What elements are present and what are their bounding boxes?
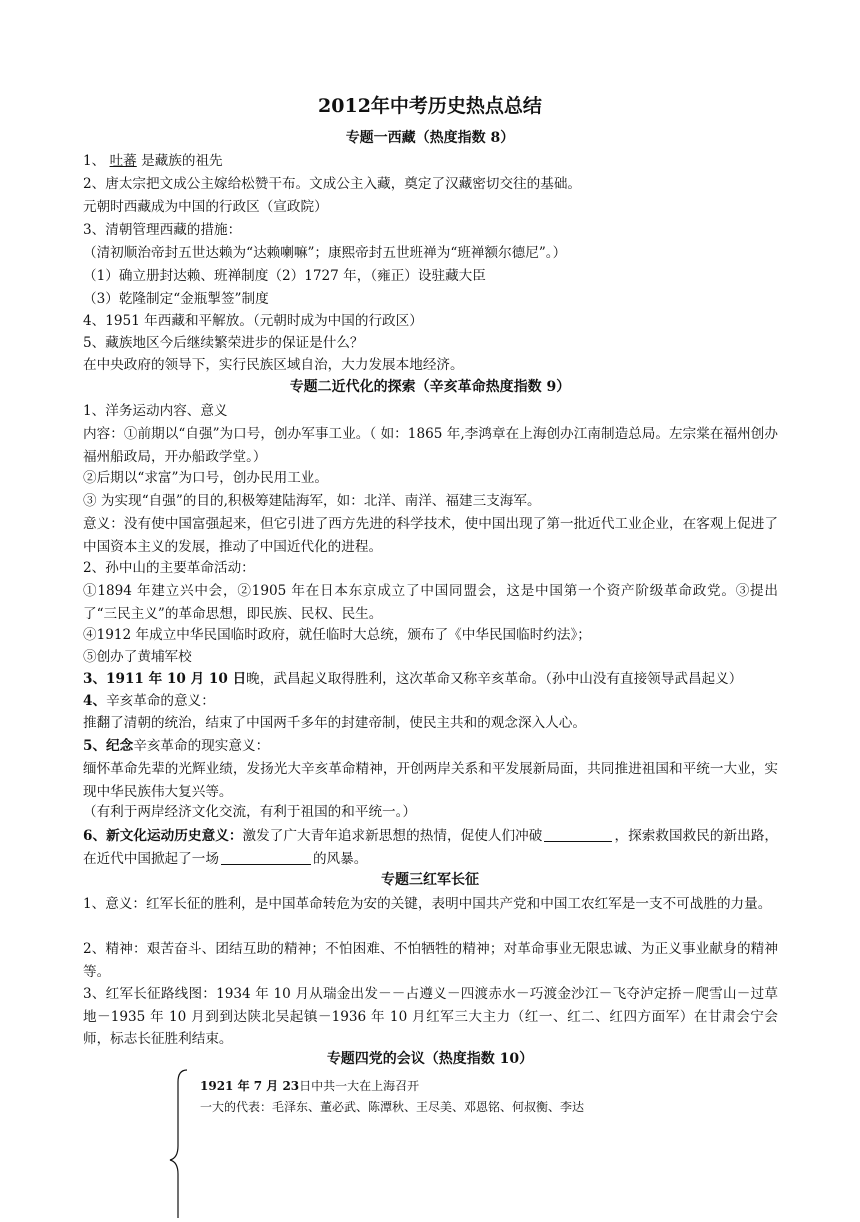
topic1-line8: 4、1951 年西藏和平解放。（元朝时成为中国的行政区） xyxy=(83,313,423,329)
topic2-line9: 推翻了清朝的统治，结束了中国两千多年的封建帝制，使民主共和的观念深入人心。 xyxy=(83,715,586,731)
topic1-line7: （3）乾隆制定“金瓶掣签”制度 xyxy=(83,291,269,307)
topic2-line10 xyxy=(83,736,778,757)
topic3-para1: 1、意义：红军长征的胜利，是中国革命转危为安的关键，表明中国共产党和中国工农红军是一支不可战胜的力量。 xyxy=(83,896,772,912)
topic2-line10-lead: 5、纪念 xyxy=(83,738,134,754)
topic1-line3: 元朝时西藏成为中国的行政区（宣政院） xyxy=(83,199,328,215)
topic4-sub1-rest: 日中共一大在上海召开 xyxy=(299,1079,420,1093)
brace-icon-svg xyxy=(165,1068,195,1218)
topic1-line1 xyxy=(83,151,778,172)
topic2-heading: 专题二近代化的探索（辛亥革命热度指数 9） xyxy=(289,379,571,395)
topic3-para2: 2、精神：艰苦奋斗、团结互助的精神；不怕困难、不怕牺牲的精神；对革命事业无限忠诚、为正义事业献身的精神等。 xyxy=(83,941,778,980)
fill-blank-1 xyxy=(544,827,612,842)
topic1-line10: 在中央政府的领导下，实行民族区域自治，大力发展本地经济。 xyxy=(83,357,464,373)
topic2-para1: 内容：①前期以“自强”为口号，创办军事工业。（ 如：1865 年,李鸿章在上海创办江南制造总局。左宗棠在福州创办福州船政局，开办船政学堂。） xyxy=(83,426,778,465)
topic4-sub1 xyxy=(200,1077,419,1095)
topic2-para5-b: ，探索救国救民的新出路，在近代中国掀起了一场 xyxy=(83,828,779,867)
topic2-line7 xyxy=(83,669,778,690)
topic2-para2: 意义：没有使中国富强起来，但它引进了西方先进的科学技术，使中国出现了第一批近代工业企业，在客观上促进了中国资本主义的发展，推动了中国近代化的进程。 xyxy=(83,516,778,555)
topic4-sub2: 一大的代表：毛泽东、董必武、陈潭秋、王尽美、邓恩铭、何叔衡、李达 xyxy=(200,1100,585,1114)
topic2-line2: ②后期以“求富”为口号，创办民用工业。 xyxy=(83,470,328,486)
topic2-line10-rest: 辛亥革命的现实意义： xyxy=(133,738,270,754)
topic2-line7-date: 3、1911 年 10 月 10 日 xyxy=(83,671,247,687)
topic2-line5: ④1912 年成立中华民国临时政府，就任临时大总统，颁布了《中华民国临时约法》； xyxy=(83,627,591,643)
fill-blank-2 xyxy=(221,850,311,865)
topic3-heading: 专题三红军长征 xyxy=(381,872,479,888)
topic2-line8-rest: 辛亥革命的意义： xyxy=(106,693,215,709)
topic3-para3: 3、红军长征路线图：1934 年 10 月从瑞金出发－－占遵义－四渡赤水－巧渡金沙江－飞夺泸定挢－爬雪山－过草地－1935 年 10 月到到达陕北吴起镇－1936 年 10 月红军三大主力（红一、红二、红四方面军）在甘肃会宁会师，标志长征胜利结束。 xyxy=(83,986,778,1047)
topic1-heading: 专题一西藏（热度指数 8） xyxy=(345,130,515,146)
topic2-para5-a: 激发了广大青年追求新思想的热情，促使人们冲破 xyxy=(242,828,543,844)
topic1-line1-rest: 是藏族的祖先 xyxy=(141,153,223,169)
topic2-line3: ③ 为实现“自强”的目的,积极筹建陆海军，如：北洋、南洋、福建三支海军。 xyxy=(83,493,541,509)
topic2-line11: （有利于两岸经济文化交流，有利于祖国的和平统一。） xyxy=(83,804,417,820)
topic4-sub1-date: 1921 年 7 月 23 xyxy=(200,1079,300,1093)
topic1-line9: 5、藏族地区今后继续繁荣进步的保证是什么？ xyxy=(83,335,364,351)
topic4-heading: 专题四党的会议（热度指数 10） xyxy=(326,1051,534,1067)
document-title: 2012年中考历史热点总结 xyxy=(318,95,542,117)
topic2-para5-lead: 6、新文化运动历史意义： xyxy=(83,828,243,844)
topic2-para5-c: 的风暴。 xyxy=(312,850,368,867)
topic2-para4: 缅怀革命先辈的光辉业绩，发扬光大辛亥革命精神，开创两岸关系和平发展新局面，共同推进祖国和平统一大业，实现中华民族伟大复兴等。 xyxy=(83,761,778,800)
brace-icon xyxy=(165,1068,195,1218)
topic2-line8 xyxy=(83,691,778,712)
topic1-line4: 3、清朝管理西藏的措施： xyxy=(83,222,242,238)
topic1-line1-num: 1、 xyxy=(83,153,106,169)
topic2-para5 xyxy=(83,825,778,870)
topic1-line6: （1）确立册封达赖、班禅制度（2）1727 年，（雍正）设驻藏大臣 xyxy=(83,268,486,284)
topic1-line2: 2、唐太宗把文成公主嫁给松赞干布。文成公主入藏，奠定了汉藏密切交往的基础。 xyxy=(83,176,582,192)
topic2-para3: ①1894 年建立兴中会，②1905 年在日本东京成立了中国同盟会，这是中国第一个资产阶级革命政党。③提出了“三民主义”的革命思想，即民族、民权、民生。 xyxy=(83,583,778,622)
topic1-line1-fill: 吐蕃 xyxy=(109,153,137,169)
topic2-line1: 1、洋务运动内容、意义 xyxy=(83,403,228,419)
topic2-line7-rest: 晚，武昌起义取得胜利，这次革命又称辛亥革命。（孙中山没有直接领导武昌起义） xyxy=(246,671,743,687)
topic2-line8-num: 4、 xyxy=(83,693,107,709)
topic2-line6: ⑤创办了黄埔军校 xyxy=(83,649,192,665)
topic1-line5: （清初顺治帝封五世达赖为“达赖喇嘛”；康熙帝封五世班禅为“班禅额尔德尼”。） xyxy=(83,245,567,261)
topic2-line4: 2、孙中山的主要革命活动： xyxy=(83,560,255,576)
